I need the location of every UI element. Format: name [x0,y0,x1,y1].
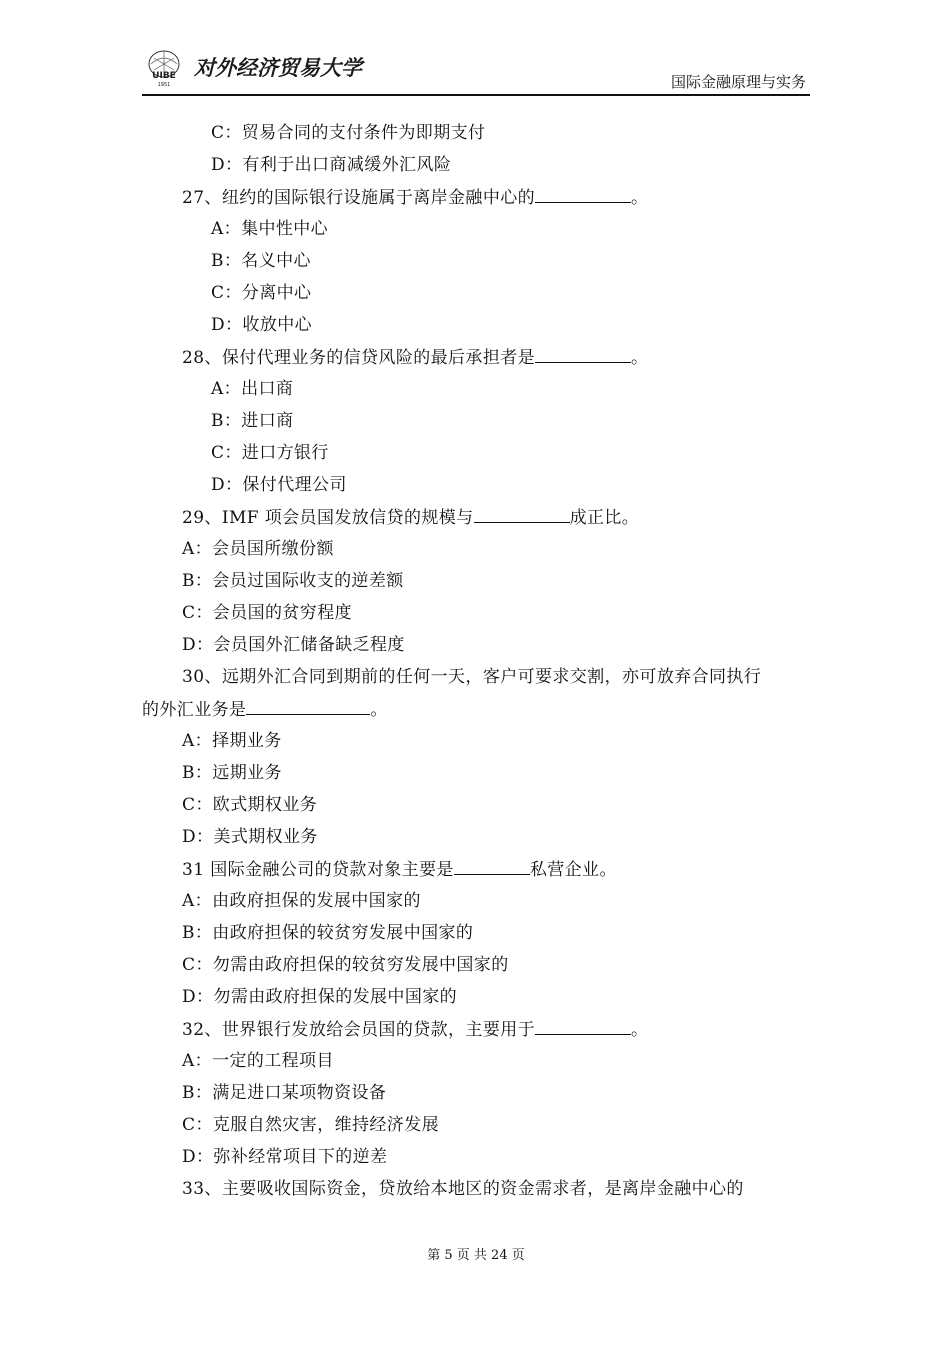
question-text: 的外汇业务是 [142,700,247,720]
option-line: C：勿需由政府担保的较贫穷发展中国家的 [182,955,509,975]
option-line: B：满足进口某项物资设备 [182,1083,387,1103]
logo-year: 1951 [157,82,171,88]
option-line: A：由政府担保的发展中国家的 [182,891,421,911]
university-name: 对外经济贸易大学 [194,55,362,80]
option-line: D：美式期权业务 [182,827,318,847]
option-line: D：勿需由政府担保的发展中国家的 [182,987,458,1007]
option-line: D：收放中心 [211,315,313,335]
question-text: 31 国际金融公司的贷款对象主要是 [182,860,454,880]
option-line: C：欧式期权业务 [182,795,318,815]
answer-blank [535,186,631,203]
option-line: D：弥补经常项目下的逆差 [182,1147,388,1167]
option-line: B：会员过国际收支的逆差额 [182,571,404,591]
option-line: D：有利于出口商减缓外汇风险 [211,155,452,175]
question-27 [182,186,648,209]
page-number: 第 5 页 共 24 页 [427,1248,525,1263]
question-29 [182,506,639,529]
university-logo-icon [142,48,186,88]
question-31 [182,858,617,881]
answer-blank [535,1018,631,1035]
question-28 [182,346,648,369]
option-line: C：贸易合同的支付条件为即期支付 [211,123,486,143]
question-30: 30、远期外汇合同到期前的任何一天，客户可要求交割，亦可放弃合同执行 [182,667,762,687]
option-line: C：分离中心 [211,283,312,303]
option-line: C：进口方银行 [211,443,329,463]
option-line: B：由政府担保的较贫穷发展中国家的 [182,923,474,943]
question-text-end: 。 [631,348,649,368]
question-30-continued [142,698,388,721]
question-text-end: 私营企业。 [529,860,617,880]
answer-blank [474,506,570,523]
option-line: B：远期业务 [182,763,282,783]
question-text: 29、IMF 项会员国发放信贷的规模与 [182,508,474,528]
option-line: B：名义中心 [211,251,311,271]
option-line: A：一定的工程项目 [182,1051,334,1071]
option-line: A：择期业务 [182,731,282,751]
page-header [142,40,810,96]
question-text: 28、保付代理业务的信贷风险的最后承担者是 [182,348,536,368]
question-text-end: 成正比。 [569,508,640,528]
question-text-end: 。 [631,188,649,208]
question-text: 32、世界银行发放给会员国的贷款，主要用于 [182,1020,536,1040]
option-line: A：会员国所缴份额 [182,539,334,559]
logo-text: UIBE [152,71,176,81]
option-line: A：出口商 [211,379,294,399]
option-line: A：集中性中心 [211,219,329,239]
university-calligraphy-logo [194,52,362,82]
answer-blank [454,858,530,875]
option-line: D：保付代理公司 [211,475,347,495]
question-text-end: 。 [631,1020,649,1040]
option-line: B：进口商 [211,411,294,431]
answer-blank [246,698,370,715]
option-line: C：会员国的贫穷程度 [182,603,353,623]
question-text: 27、纽约的国际银行设施属于离岸金融中心的 [182,188,536,208]
question-33: 33、主要吸收国际资金，贷放给本地区的资金需求者，是离岸金融中心的 [182,1179,744,1199]
option-line: D：会员国外汇储备缺乏程度 [182,635,405,655]
question-text-end: 。 [370,700,388,720]
answer-blank [535,346,631,363]
course-title: 国际金融原理与实务 [670,73,806,91]
question-32 [182,1018,648,1041]
option-line: C：克服自然灾害，维持经济发展 [182,1115,440,1135]
header-divider [142,94,810,96]
